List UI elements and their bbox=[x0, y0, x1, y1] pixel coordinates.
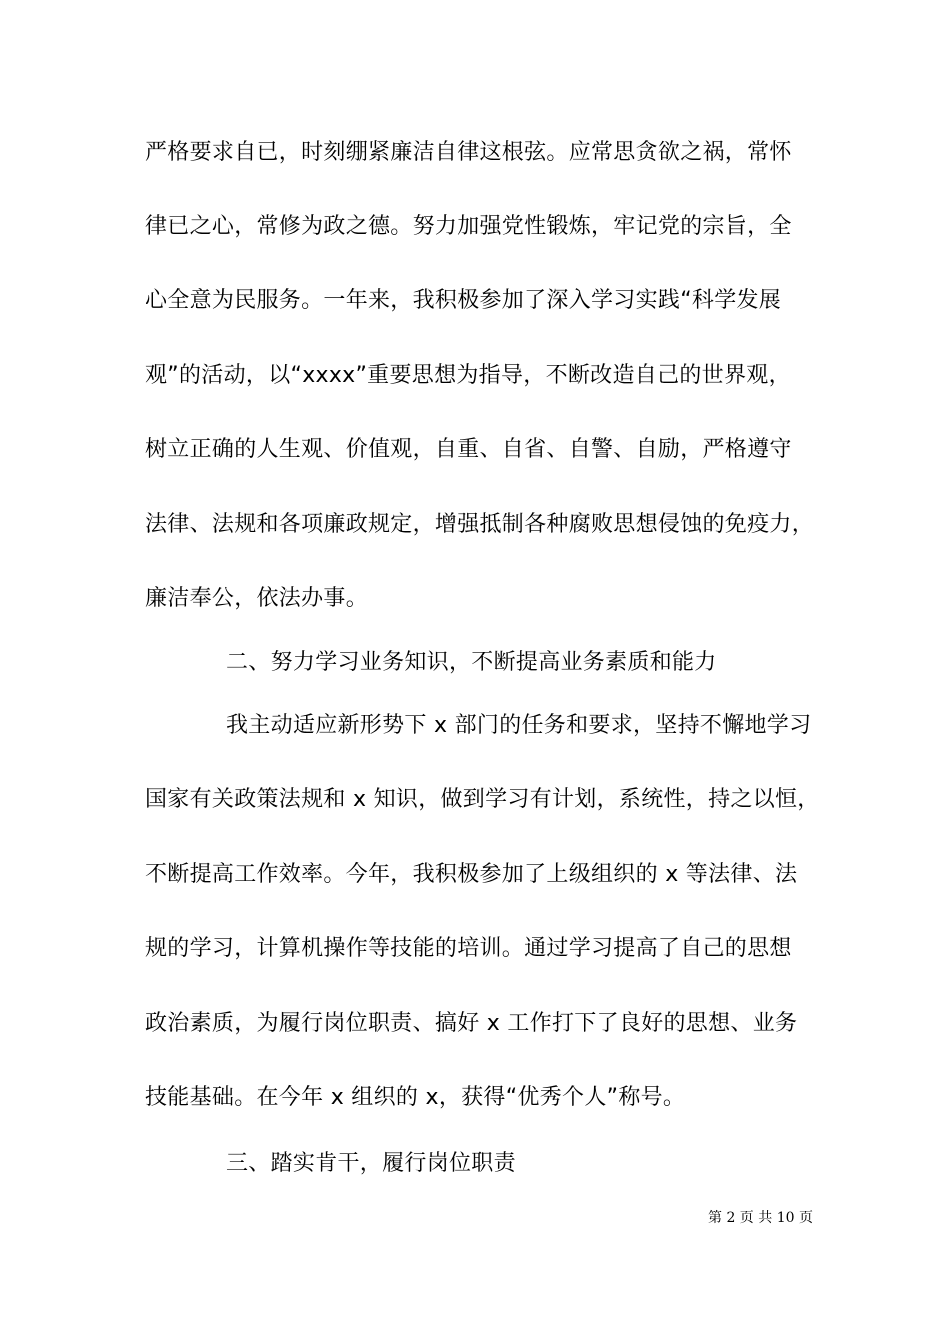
text-line-5: 树立正确的人生观、价值观，自重、自省、自警、自励，严格遵守 bbox=[145, 437, 792, 462]
text-line-14: 技能基础。在今年 x 组织的 x，获得“优秀个人”称号。 bbox=[145, 1085, 686, 1110]
section-heading-2: 二、努力学习业务知识，不断提高业务素质和能力 bbox=[226, 650, 717, 675]
text-line-12: 规的学习，计算机操作等技能的培训。通过学习提高了自己的思想 bbox=[145, 936, 792, 961]
text-line-4: 观”的活动，以“xxxx”重要思想为指导，不断改造自己的世界观， bbox=[145, 363, 791, 388]
text-line-3: 心全意为民服务。一年来，我积极参加了深入学习实践“科学发展 bbox=[145, 288, 782, 313]
text-line-1: 严格要求自已，时刻绷紧廉洁自律这根弦。应常思贪欲之祸，常怀 bbox=[145, 140, 792, 165]
text-line-7: 廉洁奉公，依法办事。 bbox=[145, 586, 369, 611]
text-line-10: 国家有关政策法规和 x 知识，做到学习有计划，系统性，持之以恒， bbox=[145, 787, 820, 812]
text-line-9: 我主动适应新形势下 x 部门的任务和要求，坚持不懈地学习 bbox=[226, 713, 812, 738]
text-line-6: 法律、法规和各项廉政规定，增强抵制各种腐败思想侵蚀的免疫力， bbox=[145, 512, 815, 537]
page-number-footer: 第 2 页 共 10 页 bbox=[708, 1210, 813, 1226]
text-line-11: 不断提高工作效率。今年，我积极参加了上级组织的 x 等法律、法 bbox=[145, 862, 798, 887]
text-line-2: 律已之心，常修为政之德。努力加强党性锻炼，牢记党的宗旨，全 bbox=[145, 214, 792, 239]
section-heading-3: 三、踏实肯干，履行岗位职责 bbox=[226, 1151, 516, 1176]
text-line-13: 政治素质，为履行岗位职责、搞好 x 工作打下了良好的思想、业务 bbox=[145, 1011, 798, 1036]
